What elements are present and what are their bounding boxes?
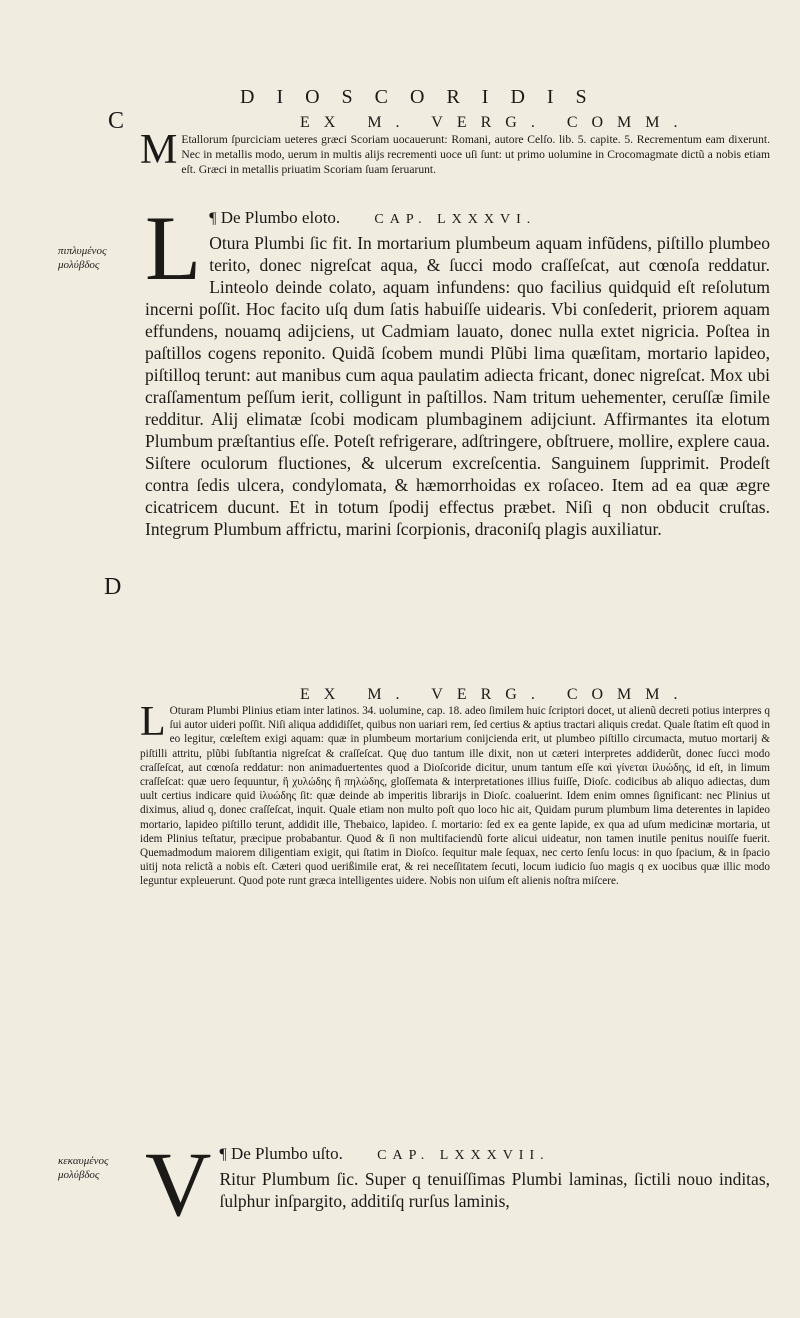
commentary-1-title: EX M. VERG. COMM. bbox=[300, 114, 692, 131]
commentary-2 bbox=[140, 686, 770, 889]
chapter-86-title: De Plumbo eloto. bbox=[220, 208, 341, 227]
chapter-87 bbox=[145, 1133, 770, 1235]
commentary-1-dropcap: M bbox=[140, 127, 178, 173]
commentary-1-text: Etallorum ſpurciciam ueteres græci Scoriam uocauerunt: Romani, autore Celſo. lib. 5. capite. 5. Recrementum eam dixerunt. Nec in metallis modo, uerum in multis alijs recrementi uoce uſi ſunt: ut primo uolumine in Crocomagmate dictũ a nobis etiam eſt. Græci in metallis priuatim Scoriam ſuam ſeruarunt. bbox=[181, 133, 770, 176]
chapter-87-heading bbox=[145, 1144, 770, 1164]
chapter-86-text: Otura Plumbi ſic fit. In mortarium plumbeum aquam infũdens, piſtillo plumbeo terito, donec nigreſcat aqua, & ſucci modo craſſeſcat, aut cœnoſa reddatur. Linteolo deinde colato, aquam infundens: quo facilius quidquid eſt reſolutum incerni poſſit. Hoc facito uſq dum ſatis habuiſſe uidearis. Vbi conſederit, priorem aquam effundens, nouamq adijciens, ut Cadmiam lauato, donec nulla extet nigricia. Poſtea in paſtillos cogens reponito. Quidã ſcobem mundi Plũbi lima quæſitam, mortario lapideo, piſtilloq terunt: aut manibus cum aqua paulatim adiecta fricant, donec nigreſcat. Mox ubi craſſamentum peſſum ierit, colligunt in paſtillos. Nam tritum uehementer, ceruſſæ ſimile redditur. Alij elimatæ ſcobi modicam plumbaginem adijciunt. Affirmantes ita elotum Plumbum præſtantius eſſe. Poteſt refrigerare, adſtringere, obſtruere, mollire, explere caua. Siſtere oculorum fluctiones, & ulcerum excreſcentia. Sanguinem ſupprimit. Prodeſt contra ſedis ulcera, condylomata, & hæmorrhoidas ex roſaceo. Item ad ea quæ ægre cicatricem ducunt. Et in totum ſpodij effectus præbet. Niſi q non obducit cruſtas. Integrum Plumbum affrictu, marini ſcorpionis, draconiſq plagis auxiliatur. bbox=[145, 233, 770, 539]
chapter-86-dropcap: L bbox=[145, 197, 202, 299]
margin-note-greek-2: κεκαυμένος μολύβδος bbox=[58, 1155, 109, 1181]
chapter-86-heading bbox=[145, 208, 770, 228]
chapter-86 bbox=[145, 197, 770, 540]
chapter-86-cap: CAP. LXXXVI. bbox=[374, 212, 537, 227]
commentary-2-text: Oturam Plumbi Plinius etiam inter latinos. 34. uolumine, cap. 18. adeo ſimilem huic ſcriptori docet, ut alienũ decreti potius interpres q ſui autor uideri poſſit. Niſi aliqua addidiſſet, quibus non uariari rem, ſed certius & aptius tractari aliquis credat. Quale ſtatim eſt quod in eo legitur, cœleſtem exigi aquam: quæ in plumbeum mortarium conijcienda erit, ut plumbeo piſtillo circumacta, mutuo mortarij & piſtilli attritu, plũbi ſubſtantia nigreſcat & craſſeſcat. Quę duo tantum ille dixit, non ut cæteri interpretes addiderũt, donec ſucci modo craſſeſcat, aut cœnoſa reddatur: non animaduertentes quod a Dioſcoride dicitur, unum tantum eſſe καὶ γίνεται ἰλυώδης, id eſt, in limum craſſeſcat: quæ uero ſequuntur, ἢ χυλώδης ἢ πηλώδης, gloſſemata & interpretationes illius fuiſſe, Dioſc. codicibus ab aliquo adiectas, dum uult certius indicare quid ἰλυώδης ſit: quæ deinde ab imperitis librarijs in Dioſc. coaluerint. Idem enim omnes ſignificant: nec Plinius ut diximus, aliud q, donec craſſeſcat, inquit. Quale etiam non multo poſt quo loco hic ait, Quidam purum plumbum lima deterentes in lapideo mortario, lapideo piſtillo terunt, addidit ille, Thebaico, lapideo. ſ. mortario: ſed ex ea gente lapide, ex qua ad uſum medicinæ mortaria, ut idem Plinius teſtatur, præcipue probabantur. Quod & ſi non multifaciendũ forte alicui uideatur, non tamen inutile penitus nouiſſe fuerit. Quemadmodum maiorem diligentiam exigit, qui ſtatim in Dioſco. ſequitur male ſequax, nec certo ſenſu locus: in quo ſpacium, & in ſpacio uitij nota relictã a nobis eſt. Cæteri quod uerißimile erat, & rei neceſſitatem ſecuti, locum iudicio ſuo magis q ex uocibus quæ illic modo leguntur expleuerunt. Quod pote runt græca intelligentes uidere. Nobis non uiſum eſt alienis noſtra miſcere. bbox=[140, 705, 770, 888]
pilcrow-icon: ¶ bbox=[209, 210, 217, 227]
margin-note-greek-1: πιπλυμένος μολύβδος bbox=[58, 245, 107, 271]
margin-letter-d: D bbox=[104, 574, 122, 600]
chapter-87-title: De Plumbo uſto. bbox=[230, 1144, 343, 1163]
commentary-2-title: EX M. VERG. COMM. bbox=[300, 686, 692, 703]
running-header: DIOSCORIDIS bbox=[240, 86, 609, 108]
chapter-87-text: Ritur Plumbum ſic. Super q tenuiſſimas Plumbi laminas, ſictili nouo inditas, ſulphur inſpargito, additiſq rurſus laminis, bbox=[219, 1169, 770, 1211]
commentary-2-dropcap: L bbox=[140, 699, 166, 745]
chapter-87-dropcap: V bbox=[145, 1133, 212, 1235]
commentary-1 bbox=[140, 114, 770, 177]
margin-letter-c: C bbox=[108, 108, 125, 134]
chapter-87-cap: CAP. LXXXVII. bbox=[377, 1148, 550, 1163]
pilcrow-icon: ¶ bbox=[219, 1146, 227, 1163]
